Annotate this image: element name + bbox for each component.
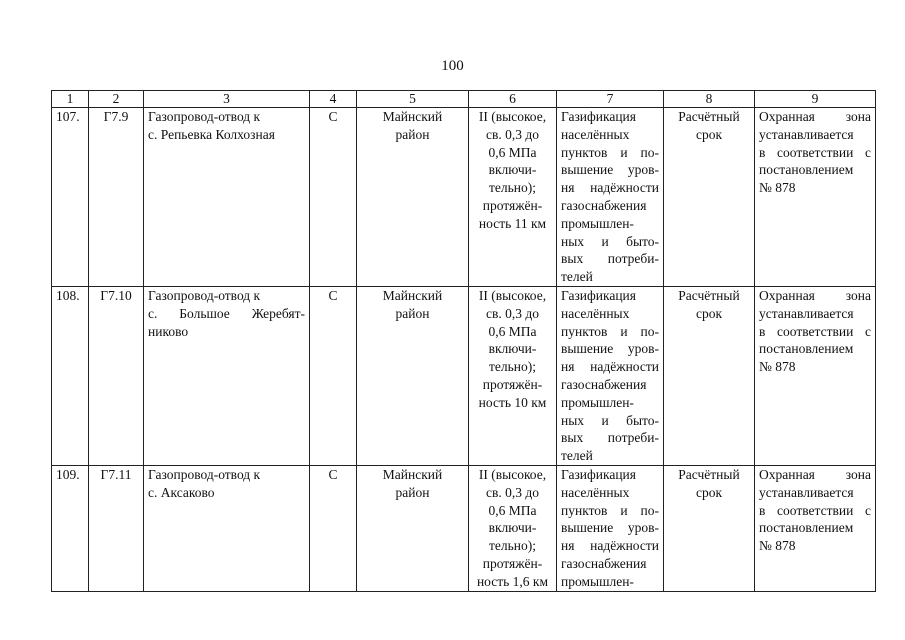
header-col-5: 5 [357, 91, 469, 108]
object-category: С [310, 286, 357, 465]
implementation-term: Расчётный срок [664, 465, 755, 591]
object-category: С [310, 465, 357, 591]
pipeline-params: II (высокое, св. 0,3 до 0,6 МПа включи- тельно); протяжён- ность 1,6 км [469, 465, 557, 591]
protection-zone: Охранная зона устанавливается в соответствии с постановлением № 878 [755, 286, 876, 465]
purpose: Газификация населённых пунктов и по- вышение уров- ня надёжности газоснабжения промышлен- [557, 465, 664, 591]
district: Майнский район [357, 465, 469, 591]
row-number: 109. [52, 465, 89, 591]
header-col-3: 3 [144, 91, 310, 108]
pipeline-params: II (высокое, св. 0,3 до 0,6 МПа включи- тельно); протяжён- ность 11 км [469, 108, 557, 287]
header-col-7: 7 [557, 91, 664, 108]
header-row [52, 91, 876, 108]
object-code: Г7.11 [89, 465, 144, 591]
object-code: Г7.9 [89, 108, 144, 287]
header-col-1: 1 [52, 91, 89, 108]
table-row [52, 286, 876, 465]
protection-zone: Охранная зона устанавливается в соответствии с постановлением № 878 [755, 108, 876, 287]
header-col-8: 8 [664, 91, 755, 108]
header-col-6: 6 [469, 91, 557, 108]
protection-zone: Охранная зона устанавливается в соответствии с постановлением № 878 [755, 465, 876, 591]
table-row [52, 465, 876, 591]
implementation-term: Расчётный срок [664, 286, 755, 465]
table-row [52, 108, 876, 287]
page-number: 100 [441, 58, 464, 74]
object-name: Газопровод-отвод к с. Большое Жеребят- никово [144, 286, 310, 465]
object-name: Газопровод-отвод к с. Аксаково [144, 465, 310, 591]
district: Майнский район [357, 286, 469, 465]
row-number: 108. [52, 286, 89, 465]
purpose: Газификация населённых пунктов и по- вышение уров- ня надёжности газоснабжения промышлен- ных и быто- вых потреби- телей [557, 286, 664, 465]
row-number: 107. [52, 108, 89, 287]
object-code: Г7.10 [89, 286, 144, 465]
purpose: Газификация населённых пунктов и по- вышение уров- ня надёжности газоснабжения промышлен- ных и быто- вых потреби- телей [557, 108, 664, 287]
district: Майнский район [357, 108, 469, 287]
document-table [51, 90, 876, 592]
header-col-2: 2 [89, 91, 144, 108]
pipeline-params: II (высокое, св. 0,3 до 0,6 МПа включи- тельно); протяжён- ность 10 км [469, 286, 557, 465]
implementation-term: Расчётный срок [664, 108, 755, 287]
object-name: Газопровод-отвод к с. Репьевка Колхозная [144, 108, 310, 287]
object-category: С [310, 108, 357, 287]
header-col-9: 9 [755, 91, 876, 108]
header-col-4: 4 [310, 91, 357, 108]
